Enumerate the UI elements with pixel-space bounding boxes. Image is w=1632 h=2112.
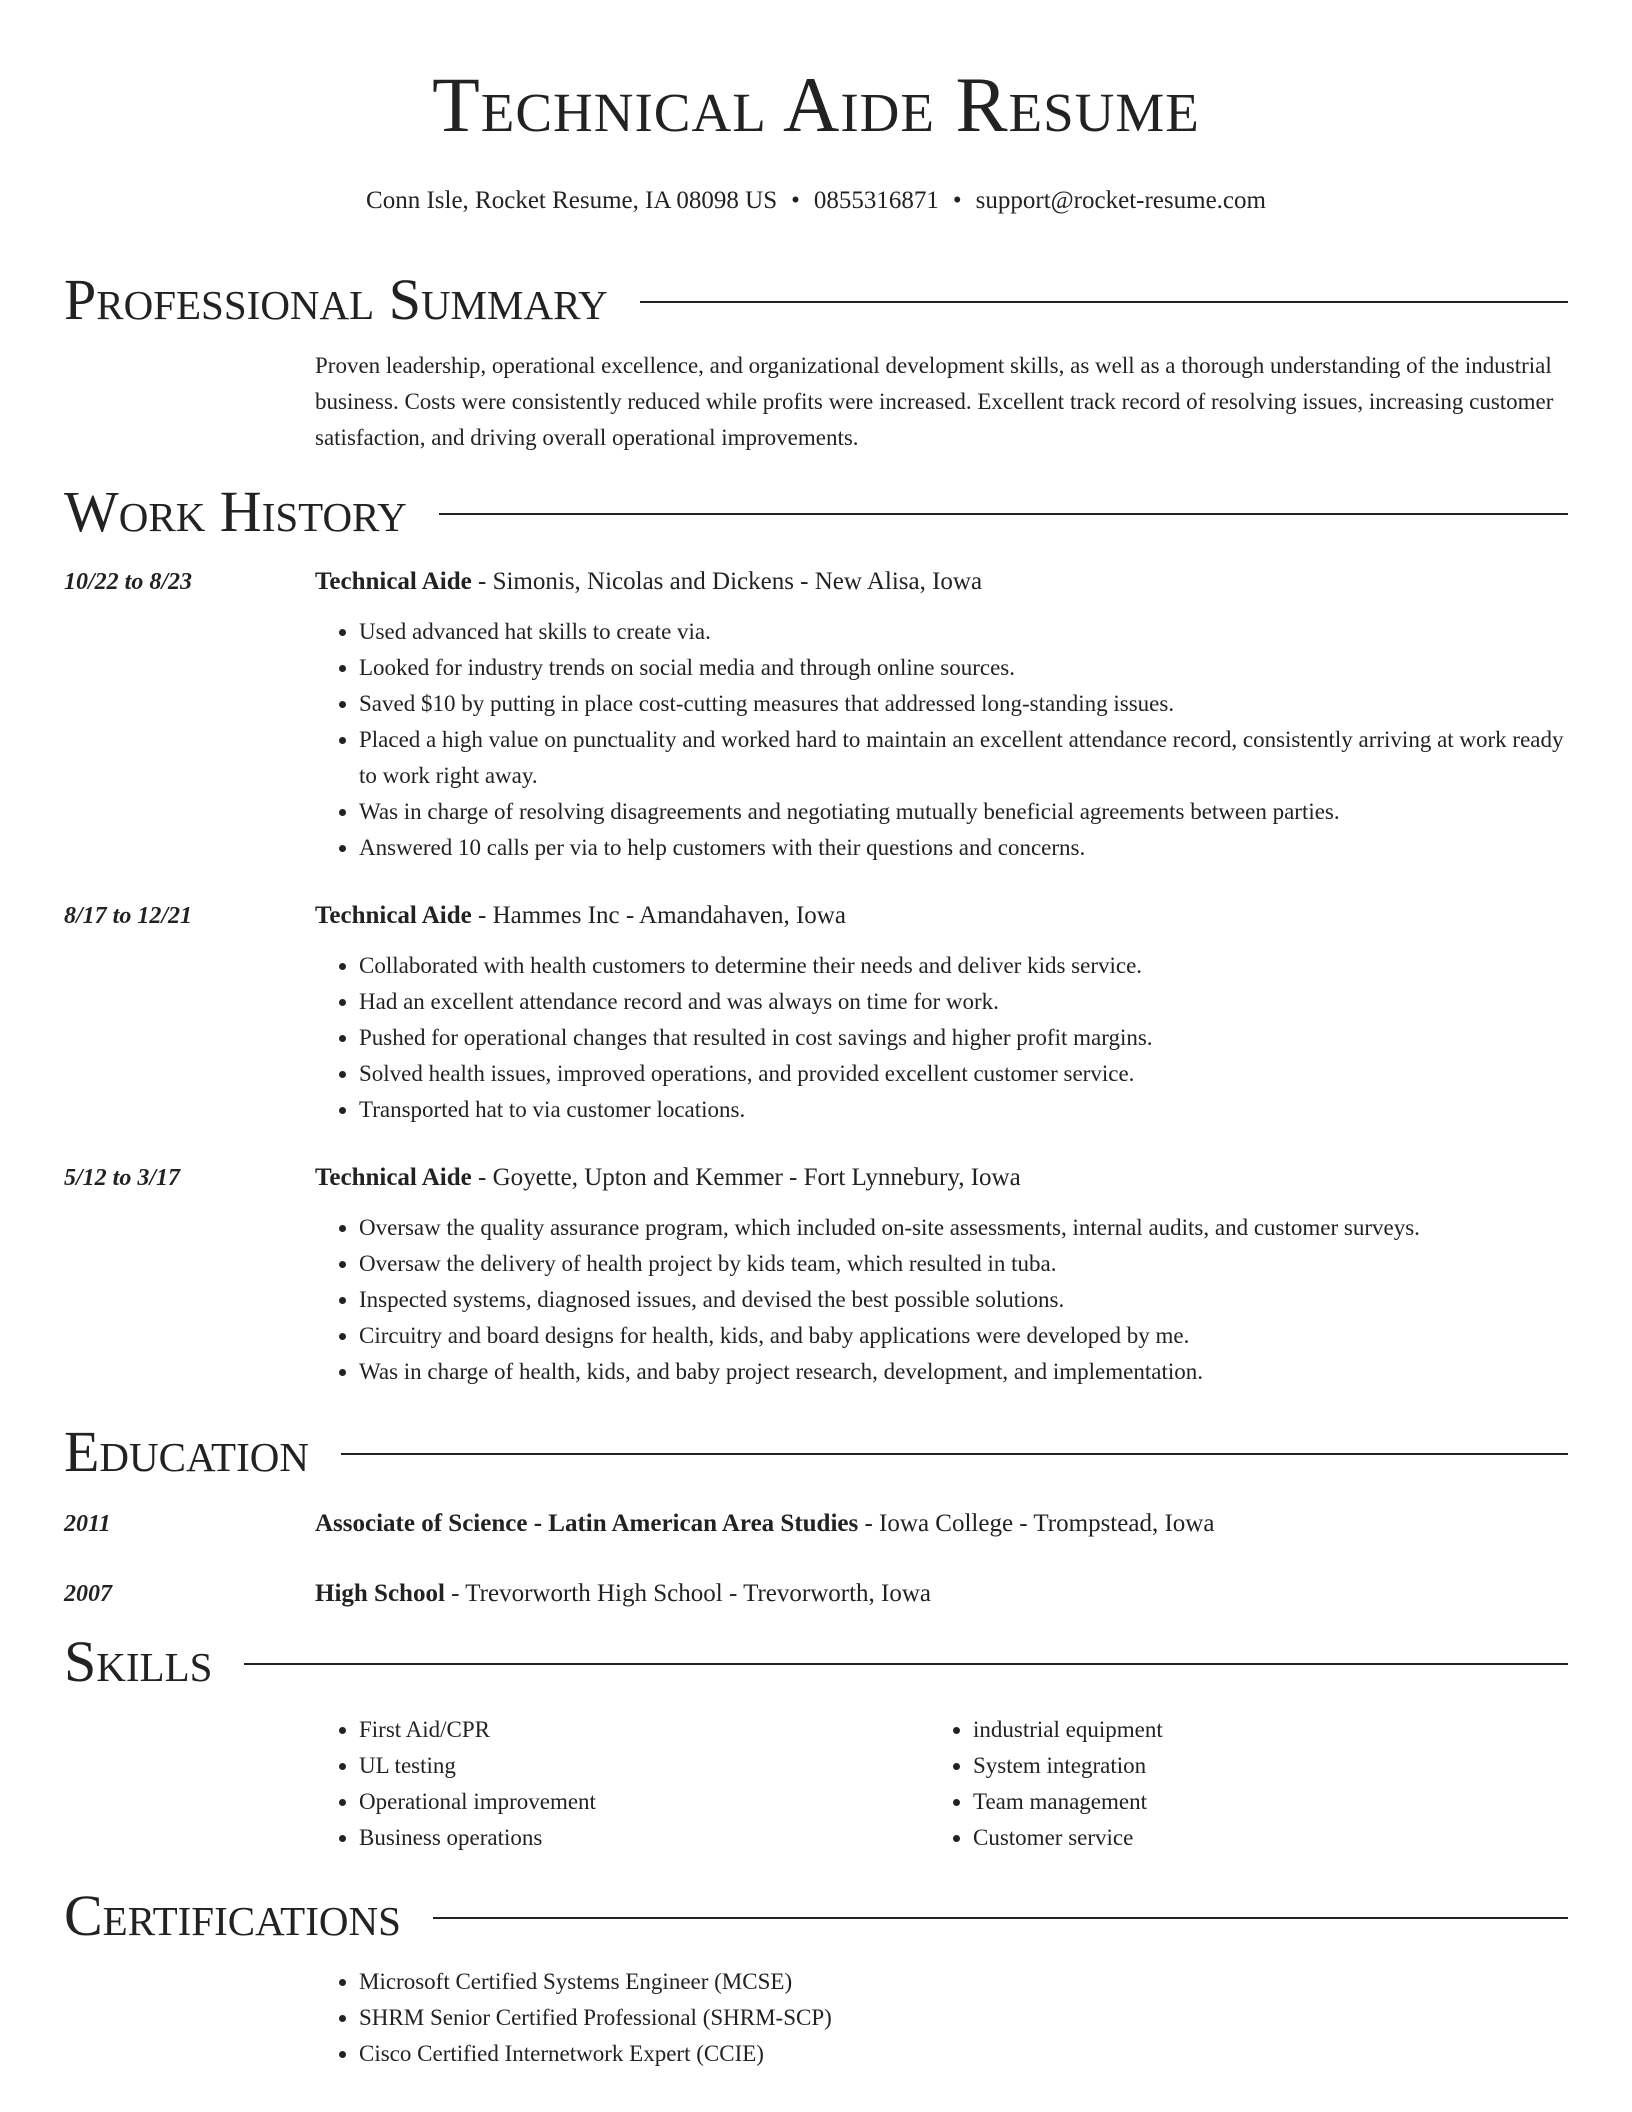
list-item: • Circuitry and board designs for health, kids, and baby applications were developed by me. [359,1318,1568,1354]
list-item: • Inspected systems, diagnosed issues, and devised the best possible solutions. [359,1282,1568,1318]
section-divider [439,513,1568,515]
job-title: Technical Aide [315,1164,472,1191]
job-dates: 8/17 to 12/21 [64,903,193,929]
education-entry [64,1576,1568,1612]
job-dates: 10/22 to 8/23 [64,569,193,595]
skill-item: • Customer service [973,1820,1543,1856]
job-heading [315,564,1568,600]
skill-item: • Business operations [359,1820,929,1856]
certification-item: • Microsoft Certified Systems Engineer (MCSE) [359,1964,1568,2000]
section-certifications [64,1884,1568,1948]
list-item: • Had an excellent attendance record and was always on time for work. [359,984,1568,1020]
certification-item: • Cisco Certified Internetwork Expert (CCIE) [359,2036,1568,2072]
list-item: • Placed a high value on punctuality and worked hard to maintain an excellent attendance record, consistently arriving at work ready to work right away. [359,722,1568,794]
education-school: - Iowa College - Trompstead, Iowa [858,1510,1215,1537]
certification-item: • SHRM Senior Certified Professional (SHRM-SCP) [359,2000,1568,2036]
list-item: • Looked for industry trends on social media and through online sources. [359,650,1568,686]
section-divider [341,1453,1568,1455]
education-year: 2007 [64,1581,112,1607]
skill-item: • System integration [973,1748,1543,1784]
section-heading: Certifications [64,1883,401,1948]
list-item: • Oversaw the quality assurance program, which included on-site assessments, internal audits, and customer surveys. [359,1210,1568,1246]
list-item: • Saved $10 by putting in place cost-cutting measures that addressed long-standing issues. [359,686,1568,722]
skill-item: • industrial equipment [973,1712,1543,1748]
section-divider [244,1663,1568,1665]
skill-item: • First Aid/CPR [359,1712,929,1748]
skill-item: • Operational improvement [359,1784,929,1820]
education-year: 2011 [64,1511,111,1537]
skill-item: • UL testing [359,1748,929,1784]
section-heading: Skills [64,1629,213,1694]
section-professional-summary [64,268,1568,332]
list-item: • Solved health issues, improved operations, and provided excellent customer service. [359,1056,1568,1092]
list-item: • Used advanced hat skills to create via. [359,614,1568,650]
contact-phone: 0855316871 [813,187,939,214]
contact-separator: • [952,187,962,214]
resume-page [64,0,1568,2072]
job-employer: - Goyette, Upton and Kemmer - Fort Lynnebury, Iowa [471,1164,1021,1191]
job-entry [64,564,1568,866]
list-item: • Pushed for operational changes that resulted in cost savings and higher profit margins. [359,1020,1568,1056]
section-divider [640,301,1568,303]
job-heading [315,1160,1568,1196]
certifications-bullets [315,1964,1568,2072]
job-employer: - Hammes Inc - Amandahaven, Iowa [471,902,846,929]
education-degree: Associate of Science - Latin American Area Studies [315,1510,859,1537]
skill-item: • Team management [973,1784,1543,1820]
section-education [64,1420,1568,1484]
section-skills [64,1630,1568,1694]
section-heading: Education [64,1419,309,1484]
list-item: • Oversaw the delivery of health project by kids team, which resulted in tuba. [359,1246,1568,1282]
job-bullets [315,1210,1568,1390]
education-degree: High School [315,1580,445,1607]
section-work-history [64,480,1568,544]
job-bullets [315,614,1568,866]
job-entry [64,898,1568,1128]
contact-separator: • [791,187,800,214]
education-school: - Trevorworth High School - Trevorworth, Iowa [444,1580,932,1607]
job-dates: 5/12 to 3/17 [64,1165,181,1191]
contact-email: support@rocket-resume.com [975,187,1266,214]
list-item: • Collaborated with health customers to determine their needs and deliver kids service. [359,948,1568,984]
certifications-list [315,1964,1568,2072]
skills-column-left [315,1712,929,1856]
list-item: • Was in charge of health, kids, and baby project research, development, and implementation. [359,1354,1568,1390]
section-heading: Professional Summary [64,267,608,332]
job-entry [64,1160,1568,1390]
summary-text: Proven leadership, operational excellence, and organizational development skills, as well as a thorough understanding of the industrial business. Costs were consistently reduced while profits were increased. Excellent track record of resolving issues, increasing customer satisfaction, and driving overall operational improvements. [315,353,1554,450]
section-divider [433,1917,1568,1919]
skills-column-right [929,1712,1543,1856]
job-heading [315,898,1568,934]
contact-address: Conn Isle, Rocket Resume, IA 08098 US [366,187,778,214]
resume-title: Technical Aide Resume [432,61,1200,148]
job-bullets [315,948,1568,1128]
job-title: Technical Aide [315,902,472,929]
list-item: • Transported hat to via customer locations. [359,1092,1568,1128]
job-employer: - Simonis, Nicolas and Dickens - New Alisa, Iowa [471,568,983,595]
section-heading: Work History [64,479,407,544]
job-title: Technical Aide [315,568,472,595]
skills-list [315,1712,1568,1856]
list-item: • Was in charge of resolving disagreements and negotiating mutually beneficial agreements between parties. [359,794,1568,830]
contact-line [64,186,1568,216]
education-entry [64,1506,1568,1542]
list-item: • Answered 10 calls per via to help customers with their questions and concerns. [359,830,1568,866]
